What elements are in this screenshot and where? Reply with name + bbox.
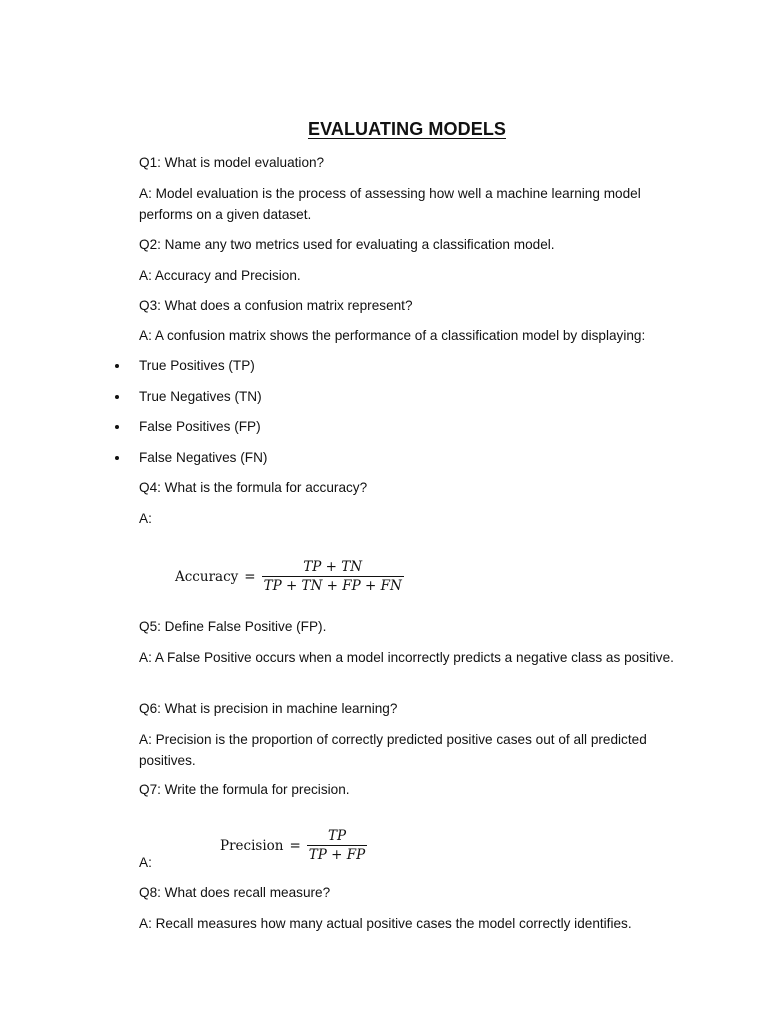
- formula-lhs: Precision: [220, 837, 284, 854]
- formula-fraction: [262, 558, 404, 595]
- formula-numerator: TP: [327, 828, 347, 844]
- question-5: Q5: Define False Positive (FP).: [139, 619, 327, 634]
- question-8: Q8: What does recall measure?: [139, 885, 331, 900]
- page-title: EVALUATING MODELS: [307, 119, 507, 139]
- formula-numerator: TP + TN: [303, 559, 363, 575]
- answer-2: A: Accuracy and Precision.: [139, 268, 301, 283]
- question-1: Q1: What is model evaluation?: [139, 155, 325, 170]
- question-6: Q6: What is precision in machine learning?: [139, 701, 398, 716]
- formula-fraction: [307, 827, 367, 864]
- list-item-text: False Positives (FP): [139, 419, 261, 434]
- list-item-text: False Negatives (FN): [139, 450, 268, 465]
- bullet-icon: [115, 425, 119, 429]
- question-7: Q7: Write the formula for precision.: [139, 782, 350, 797]
- question-3: Q3: What does a confusion matrix represent?: [139, 298, 413, 313]
- formula-lhs: Accuracy: [175, 568, 239, 585]
- answer-8: A: Recall measures how many actual positive cases the model correctly identifies.: [139, 916, 632, 931]
- precision-formula: [220, 827, 367, 864]
- list-item-text: True Negatives (TN): [139, 389, 262, 404]
- formula-equals: =: [244, 568, 256, 585]
- question-4: Q4: What is the formula for accuracy?: [139, 480, 368, 495]
- formula-equals: =: [289, 837, 301, 854]
- list-item-text: True Positives (TP): [139, 358, 255, 373]
- answer-6: A: Precision is the proportion of correctly predicted positive cases out of all predicted positives.: [139, 732, 647, 768]
- answer-1: A: Model evaluation is the process of assessing how well a machine learning model performs on a given dataset.: [139, 186, 641, 222]
- answer-3: A: A confusion matrix shows the performance of a classification model by displaying:: [139, 328, 646, 343]
- question-2: Q2: Name any two metrics used for evaluating a classification model.: [139, 237, 555, 252]
- accuracy-formula: [175, 558, 404, 595]
- answer-4: A:: [139, 511, 152, 526]
- bullet-icon: [115, 364, 119, 368]
- formula-denominator: TP + TN + FP + FN: [263, 578, 402, 594]
- answer-5: A: A False Positive occurs when a model incorrectly predicts a negative class as positive.: [139, 650, 674, 665]
- answer-7: A:: [139, 855, 152, 870]
- formula-denominator: TP + FP: [308, 847, 366, 863]
- bullet-icon: [115, 456, 119, 460]
- bullet-icon: [115, 395, 119, 399]
